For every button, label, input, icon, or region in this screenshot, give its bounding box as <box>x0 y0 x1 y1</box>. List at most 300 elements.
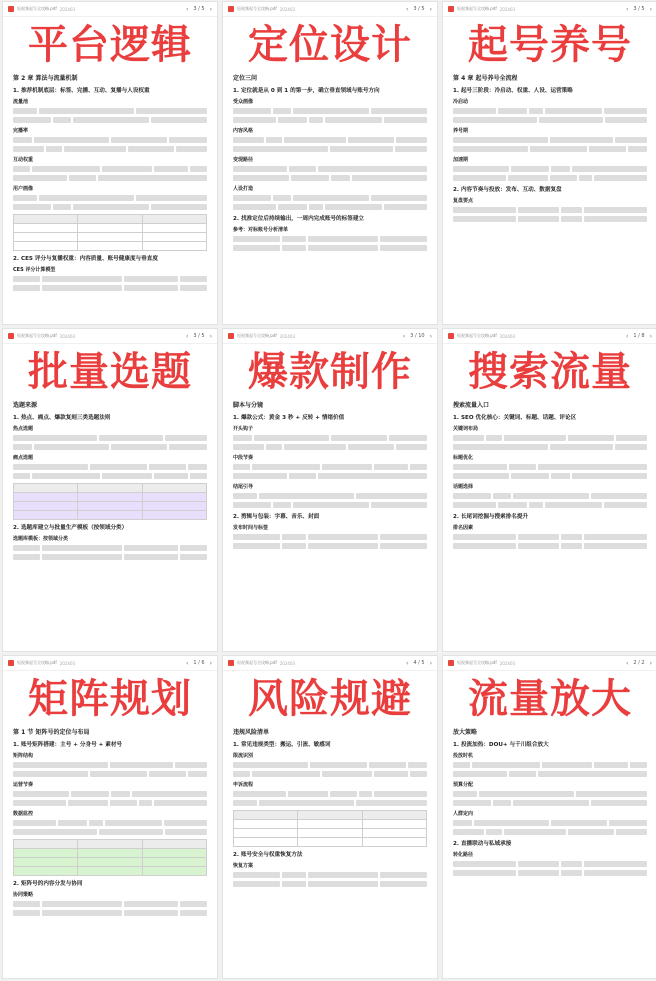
table-cell <box>298 838 362 847</box>
second-heading: 2. 找准定位后持续输出，一周内完成账号的标签建立 <box>233 216 365 222</box>
highlight-bar <box>175 762 207 768</box>
text-line <box>13 770 207 778</box>
text-line <box>453 770 647 778</box>
table-cell <box>14 867 78 876</box>
highlight-bar <box>124 554 178 560</box>
page-counter: 3 / 5 <box>193 333 205 339</box>
sub-heading: 人群定向 <box>453 811 474 817</box>
highlight-bar <box>538 464 647 470</box>
highlight-bar <box>513 493 588 499</box>
highlight-bar <box>348 444 395 450</box>
next-page-icon[interactable]: › <box>649 5 652 13</box>
highlight-bar <box>288 791 328 797</box>
highlight-bar <box>32 473 100 479</box>
file-name: 短视频起号全攻略.pdf <box>17 6 57 11</box>
highlight-bar <box>42 545 123 551</box>
highlight-bar <box>233 236 280 242</box>
highlight-bar <box>34 137 109 143</box>
highlight-bar <box>233 543 280 549</box>
section-heading: 定位三问 <box>233 75 258 82</box>
highlight-bar <box>73 117 148 123</box>
table-cell <box>142 511 206 520</box>
text-line <box>453 761 647 769</box>
highlight-bar <box>453 829 484 835</box>
highlight-bar <box>453 444 548 450</box>
highlight-bar <box>71 791 109 797</box>
text-line <box>453 533 647 541</box>
highlight-bar <box>330 146 393 152</box>
table-row <box>14 233 207 242</box>
page-title: 爆款制作 <box>248 349 412 395</box>
table-row <box>14 502 207 511</box>
highlight-bar <box>384 204 427 210</box>
highlight-bar <box>504 829 566 835</box>
text-line <box>233 533 427 541</box>
highlight-bar <box>518 861 560 867</box>
table-cell <box>362 838 426 847</box>
table-cell <box>142 493 206 502</box>
prev-page-icon[interactable]: ‹ <box>405 659 409 667</box>
second-heading: 2. 账号安全与权重恢复方法 <box>233 852 303 858</box>
highlight-bar <box>518 543 560 549</box>
highlight-bar <box>380 543 427 549</box>
page-body <box>223 402 437 550</box>
table-cell <box>78 224 142 233</box>
text-line <box>453 501 647 509</box>
highlight-bar <box>13 137 32 143</box>
highlight-bar <box>252 771 320 777</box>
document-page[interactable] <box>2 655 218 979</box>
file-tag: 202403 <box>279 660 296 666</box>
highlight-bar <box>149 771 187 777</box>
prev-page-icon[interactable]: ‹ <box>405 5 409 13</box>
highlight-bar <box>479 791 574 797</box>
text-line <box>13 900 207 908</box>
text-line <box>233 799 427 807</box>
text-line <box>233 145 427 153</box>
section-heading: 第 2 章 算法与流量机制 <box>13 75 78 82</box>
next-page-icon[interactable]: › <box>649 332 652 340</box>
prev-page-icon[interactable]: ‹ <box>185 5 189 13</box>
highlight-bar <box>453 117 537 123</box>
highlight-bar <box>42 276 123 282</box>
highlight-bar <box>282 245 306 251</box>
text-line <box>453 463 647 471</box>
highlight-bar <box>233 791 286 797</box>
highlight-bar <box>69 175 96 181</box>
pdf-icon <box>448 333 454 339</box>
page-title: 风险规避 <box>248 676 412 722</box>
text-line <box>233 790 427 798</box>
page-toolbar <box>443 656 656 671</box>
highlight-bar <box>139 800 152 806</box>
highlight-bar <box>369 762 407 768</box>
highlight-bar <box>128 146 175 152</box>
highlight-bar <box>111 137 167 143</box>
highlight-bar <box>124 545 178 551</box>
highlight-bar <box>99 829 162 835</box>
sub-heading: 数据监控 <box>13 811 34 817</box>
highlight-bar <box>102 166 153 172</box>
file-name: 短视频起号全攻略.pdf <box>457 333 497 338</box>
highlight-bar <box>309 204 323 210</box>
sub-heading: 标题优化 <box>453 455 474 461</box>
next-page-icon[interactable]: › <box>429 659 432 667</box>
highlight-bar <box>42 901 123 907</box>
text-line <box>233 203 427 211</box>
highlight-bar <box>628 146 647 152</box>
highlight-bar <box>594 762 628 768</box>
text-line <box>453 869 647 877</box>
highlight-bar <box>604 502 647 508</box>
highlight-bar <box>13 800 66 806</box>
highlight-bar <box>273 502 292 508</box>
table-row <box>14 840 207 849</box>
page-counter: 1 / 8 <box>633 333 645 339</box>
highlight-bar <box>498 108 527 114</box>
text-line <box>233 194 427 202</box>
highlight-bar <box>124 276 178 282</box>
highlight-bar <box>42 910 123 916</box>
text-line <box>233 174 427 182</box>
highlight-bar <box>233 435 252 441</box>
highlight-bar <box>371 108 427 114</box>
table-row <box>14 849 207 858</box>
table-cell <box>142 858 206 867</box>
highlight-bar <box>310 762 366 768</box>
highlight-bar <box>551 820 607 826</box>
sub-heading: 关键词布局 <box>453 426 479 432</box>
section-heading: 脚本与分镜 <box>233 402 264 409</box>
text-line <box>233 761 427 769</box>
next-page-icon[interactable]: › <box>649 659 652 667</box>
highlight-bar <box>151 204 207 210</box>
highlight-bar <box>561 534 582 540</box>
table-cell <box>14 502 78 511</box>
highlight-bar <box>453 473 509 479</box>
highlight-bar <box>233 771 250 777</box>
highlight-bar <box>493 493 512 499</box>
highlight-bar <box>551 166 570 172</box>
highlight-bar <box>348 137 395 143</box>
highlight-bar <box>550 137 613 143</box>
text-line <box>13 165 207 173</box>
text-line <box>13 136 207 144</box>
highlight-bar <box>13 829 97 835</box>
highlight-bar <box>53 204 72 210</box>
highlight-bar <box>380 236 427 242</box>
highlight-bar <box>154 473 188 479</box>
highlight-bar <box>149 464 187 470</box>
second-heading: 2. 直播联动与私域承接 <box>453 841 512 847</box>
prev-page-icon[interactable]: ‹ <box>625 332 629 340</box>
sub-heading: 完播率 <box>13 128 29 134</box>
highlight-bar <box>42 285 123 291</box>
highlight-bar <box>278 117 307 123</box>
table-cell <box>78 867 142 876</box>
highlight-bar <box>572 473 647 479</box>
highlight-bar <box>284 444 346 450</box>
table-row <box>14 511 207 520</box>
highlight-bar <box>410 464 427 470</box>
highlight-bar <box>233 204 276 210</box>
document-page[interactable] <box>222 655 438 979</box>
highlight-bar <box>136 108 207 114</box>
highlight-bar <box>34 444 109 450</box>
file-name: 短视频起号全攻略.pdf <box>457 660 497 665</box>
highlight-bar <box>380 245 427 251</box>
prev-page-icon[interactable]: ‹ <box>185 659 189 667</box>
text-line <box>453 799 647 807</box>
highlight-bar <box>584 216 647 222</box>
highlight-bar <box>13 285 40 291</box>
highlight-bar <box>486 435 502 441</box>
highlight-bar <box>273 108 292 114</box>
highlight-bar <box>13 762 108 768</box>
table-cell <box>298 829 362 838</box>
file-name: 短视频起号全攻略.pdf <box>237 333 277 338</box>
highlight-bar <box>165 435 207 441</box>
document-page[interactable] <box>2 328 218 652</box>
table-cell <box>78 840 142 849</box>
text-line <box>233 235 427 243</box>
table-cell <box>234 838 298 847</box>
highlight-bar <box>453 502 496 508</box>
sub-heading: 内容风格 <box>233 128 254 134</box>
document-page[interactable] <box>442 328 656 652</box>
table-row <box>234 820 427 829</box>
highlight-bar <box>233 881 280 887</box>
table-cell <box>14 511 78 520</box>
table-cell <box>78 849 142 858</box>
text-line <box>453 136 647 144</box>
highlight-bar <box>13 117 51 123</box>
highlight-bar <box>518 207 560 213</box>
highlight-bar <box>630 762 647 768</box>
file-tag: 202403 <box>499 6 516 12</box>
highlight-bar <box>584 207 647 213</box>
highlight-bar <box>356 493 427 499</box>
highlight-bar <box>90 771 146 777</box>
third-heading: 转化路径 <box>453 852 474 858</box>
highlight-bar <box>293 502 368 508</box>
table-cell <box>234 820 298 829</box>
highlight-bar <box>13 554 40 560</box>
text-line <box>453 206 647 214</box>
highlight-bar <box>579 175 592 181</box>
page-body <box>443 729 656 877</box>
page-counter: 4 / 5 <box>413 660 425 666</box>
highlight-bar <box>308 543 379 549</box>
prev-page-icon[interactable]: ‹ <box>625 5 629 13</box>
sub-heading: 限流识别 <box>233 753 254 759</box>
document-page[interactable] <box>2 1 218 325</box>
text-line <box>13 790 207 798</box>
highlight-bar <box>13 820 56 826</box>
highlight-bar <box>453 870 516 876</box>
highlight-bar <box>616 435 647 441</box>
highlight-bar <box>380 534 427 540</box>
section-heading: 选题来源 <box>13 402 38 409</box>
third-heading: 复盘要点 <box>453 198 474 204</box>
page-counter: 3 / 5 <box>633 6 645 12</box>
page-counter: 3 / 10 <box>410 333 425 339</box>
prev-page-icon[interactable]: ‹ <box>185 332 189 340</box>
highlight-bar <box>604 108 647 114</box>
document-page[interactable] <box>222 1 438 325</box>
highlight-bar <box>180 276 207 282</box>
highlight-bar <box>309 117 323 123</box>
document-page[interactable] <box>222 328 438 652</box>
highlight-bar <box>322 771 373 777</box>
highlight-bar <box>591 800 647 806</box>
section-heading: 放大策略 <box>453 729 478 736</box>
page-toolbar <box>443 329 656 344</box>
text-line <box>233 472 427 480</box>
file-name: 短视频起号全攻略.pdf <box>17 333 57 338</box>
table-cell <box>142 215 206 224</box>
page-title: 批量选题 <box>28 349 192 395</box>
highlight-bar <box>284 137 346 143</box>
table-cell <box>298 820 362 829</box>
highlight-bar <box>396 444 427 450</box>
pdf-icon <box>228 333 234 339</box>
highlight-bar <box>180 545 207 551</box>
highlight-bar <box>89 820 103 826</box>
second-heading: 2. CES 评分与复播权重：内容质量、账号健康度与垂直度 <box>13 256 158 262</box>
highlight-bar <box>561 543 582 549</box>
highlight-bar <box>616 829 647 835</box>
highlight-bar <box>233 534 280 540</box>
prev-page-icon[interactable]: ‹ <box>625 659 629 667</box>
next-page-icon[interactable]: › <box>429 5 432 13</box>
text-line <box>233 871 427 879</box>
highlight-bar <box>124 910 178 916</box>
page-body <box>3 729 217 917</box>
text-line <box>453 542 647 550</box>
table-cell <box>142 840 206 849</box>
lead-heading: 1. 常见违规类型：搬运、引流、敏感词 <box>233 742 331 748</box>
sub-heading: 受众画像 <box>233 99 254 105</box>
table-row <box>14 224 207 233</box>
next-page-icon[interactable]: › <box>209 332 212 340</box>
sub-heading: 人设打造 <box>233 186 254 192</box>
pdf-icon <box>8 6 14 12</box>
third-heading: 排名因素 <box>453 525 474 531</box>
highlight-bar <box>408 762 427 768</box>
table-cell <box>362 820 426 829</box>
highlight-bar <box>374 791 427 797</box>
highlight-bar <box>615 444 647 450</box>
file-tag: 202403 <box>59 660 76 666</box>
page-toolbar <box>223 2 437 17</box>
highlight-bar <box>39 195 134 201</box>
highlight-bar <box>259 800 354 806</box>
highlight-bar <box>233 108 271 114</box>
highlight-bar <box>98 175 207 181</box>
document-page[interactable] <box>442 655 656 979</box>
lead-heading: 1. SEO 优化核心：关键词、标题、话题、评论区 <box>453 415 577 421</box>
highlight-bar <box>511 473 549 479</box>
table-cell <box>14 484 78 493</box>
highlight-bar <box>58 820 87 826</box>
highlight-bar <box>453 800 491 806</box>
text-line <box>453 492 647 500</box>
lead-heading: 1. 账号矩阵搭建：主号 + 分身号 + 素材号 <box>13 742 123 748</box>
sub-heading: 流量池 <box>13 99 29 105</box>
next-page-icon[interactable]: › <box>429 332 432 340</box>
highlight-bar <box>371 195 427 201</box>
text-line <box>453 860 647 868</box>
highlight-bar <box>453 762 470 768</box>
table-cell <box>234 829 298 838</box>
table-cell <box>142 484 206 493</box>
highlight-bar <box>472 762 540 768</box>
text-line <box>233 434 427 442</box>
third-heading: 协同策略 <box>13 892 34 898</box>
sub-heading: 变现路径 <box>233 157 254 163</box>
highlight-bar <box>233 444 264 450</box>
highlight-bar <box>591 493 647 499</box>
highlight-bar <box>589 146 627 152</box>
second-heading: 2. 剪辑与包装：字幕、音乐、封面 <box>233 514 320 520</box>
highlight-bar <box>233 175 289 181</box>
highlight-bar <box>518 534 560 540</box>
highlight-bar <box>453 861 516 867</box>
file-tag: 202403 <box>499 660 516 666</box>
section-heading: 违规风险清单 <box>233 729 270 736</box>
highlight-bar <box>233 872 280 878</box>
highlight-bar <box>318 166 427 172</box>
highlight-bar <box>110 800 137 806</box>
highlight-bar <box>233 800 257 806</box>
second-heading: 2. 内容节奏与投放：发布、互动、数据复盘 <box>453 187 562 193</box>
text-line <box>233 492 427 500</box>
sub-heading: 预算分配 <box>453 782 474 788</box>
next-page-icon[interactable]: › <box>209 5 212 13</box>
highlight-bar <box>572 166 647 172</box>
page-counter: 2 / 2 <box>633 660 645 666</box>
highlight-bar <box>509 464 536 470</box>
highlight-bar <box>233 245 280 251</box>
highlight-bar <box>273 195 292 201</box>
highlight-bar <box>331 435 387 441</box>
highlight-bar <box>73 204 148 210</box>
prev-page-icon[interactable]: ‹ <box>402 332 406 340</box>
highlight-bar <box>13 464 88 470</box>
text-line <box>233 244 427 252</box>
document-page[interactable] <box>442 1 656 325</box>
highlight-bar <box>124 901 178 907</box>
lead-heading: 1. 投流加热：DOU+ 与千川组合放大 <box>453 742 549 748</box>
highlight-bar <box>374 771 408 777</box>
text-line <box>13 909 207 917</box>
page-title: 起号养号 <box>468 22 632 68</box>
next-page-icon[interactable]: › <box>209 659 212 667</box>
highlight-bar <box>561 870 582 876</box>
highlight-bar <box>453 820 472 826</box>
highlight-bar <box>576 791 647 797</box>
highlight-bar <box>13 435 97 441</box>
text-line <box>233 880 427 888</box>
highlight-bar <box>13 771 88 777</box>
sub-heading: 开头钩子 <box>233 426 254 432</box>
table-cell <box>14 233 78 242</box>
text-line <box>233 463 427 471</box>
page-toolbar <box>3 656 217 671</box>
highlight-bar <box>308 534 379 540</box>
highlight-bar <box>325 204 382 210</box>
